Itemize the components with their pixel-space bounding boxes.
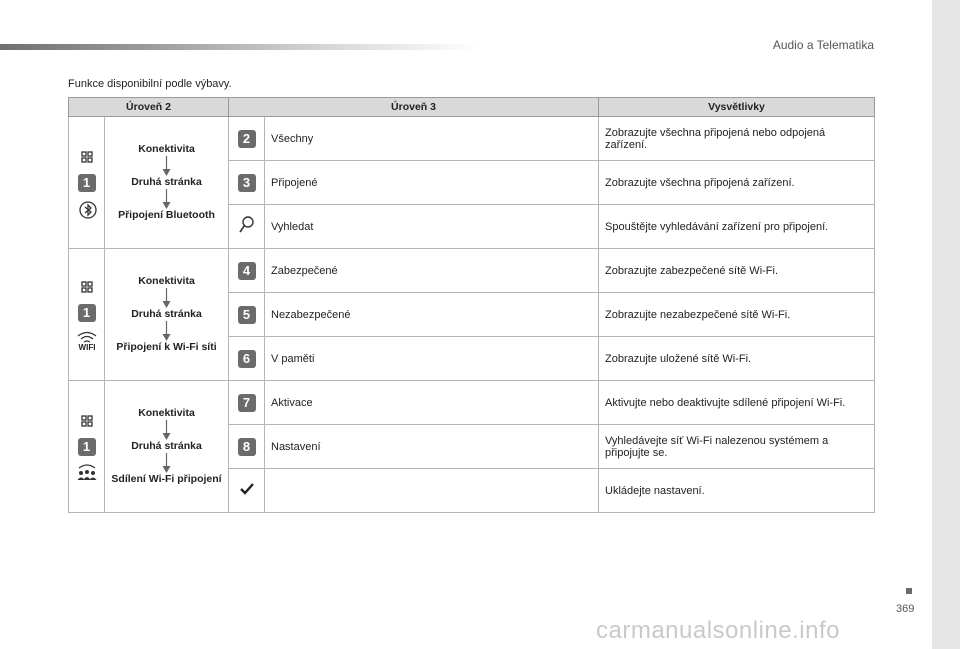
key-badge: 3	[238, 174, 256, 192]
level3-cell: Nastavení	[265, 425, 599, 469]
navigation-path	[105, 381, 229, 513]
group-icons-cell	[69, 249, 105, 381]
arrow-down-icon	[162, 420, 171, 440]
key-cell	[229, 381, 265, 425]
checkmark-icon	[239, 482, 255, 496]
level3-cell: Všechny	[265, 117, 599, 161]
arrow-down-icon	[162, 321, 171, 341]
key-badge: 5	[238, 306, 256, 324]
level3-cell: Vyhledat	[265, 205, 599, 249]
key-badge: 4	[238, 262, 256, 280]
key-cell	[229, 293, 265, 337]
arrow-down-icon	[162, 156, 171, 176]
level3-cell	[265, 469, 599, 513]
navigation-path	[105, 117, 229, 249]
wifi-icon	[75, 330, 99, 352]
key-badge: 6	[238, 350, 256, 368]
description-cell: Zobrazujte všechna připojená nebo odpojená zařízení.	[599, 117, 875, 161]
arrow-down-icon	[162, 189, 171, 209]
watermark: carmanualsonline.info	[596, 617, 840, 644]
level1-badge: 1	[78, 438, 96, 456]
header-explanations: Vysvětlivky	[599, 98, 875, 117]
description-cell: Zobrazujte zabezpečené sítě Wi-Fi.	[599, 249, 875, 293]
key-cell	[229, 205, 265, 249]
description-cell: Aktivujte nebo deaktivujte sdílené připojení Wi-Fi.	[599, 381, 875, 425]
nav-step: Konektivita	[138, 143, 195, 155]
header-level2: Úroveň 2	[69, 98, 229, 117]
description-cell: Zobrazujte všechna připojená zařízení.	[599, 161, 875, 205]
side-strip	[932, 0, 960, 649]
level3-cell: V paměti	[265, 337, 599, 381]
nav-step: Druhá stránka	[131, 440, 202, 452]
nav-step: Sdílení Wi-Fi připojení	[111, 473, 222, 485]
arrow-down-icon	[162, 288, 171, 308]
navigation-path	[105, 249, 229, 381]
description-cell: Zobrazujte nezabezpečené sítě Wi-Fi.	[599, 293, 875, 337]
description-cell: Zobrazujte uložené sítě Wi-Fi.	[599, 337, 875, 381]
key-cell	[229, 469, 265, 513]
nav-step: Připojení Bluetooth	[118, 209, 215, 221]
sharing-users-icon	[75, 464, 99, 482]
header-gradient-bar	[0, 44, 480, 50]
nav-step: Konektivita	[138, 407, 195, 419]
level3-cell: Zabezpečené	[265, 249, 599, 293]
page-number: 369	[896, 603, 915, 615]
bluetooth-icon	[78, 200, 96, 218]
page-marker	[906, 588, 912, 594]
key-cell	[229, 425, 265, 469]
grid-icon	[78, 412, 96, 430]
header-level3: Úroveň 3	[229, 98, 599, 117]
nav-step: Připojení k Wi-Fi síti	[116, 341, 217, 353]
table-row	[69, 249, 875, 293]
level1-badge: 1	[78, 304, 96, 322]
level3-cell: Aktivace	[265, 381, 599, 425]
group-icons-cell	[69, 381, 105, 513]
function-table	[68, 97, 875, 513]
intro-text: Funkce disponibilní podle výbavy.	[68, 78, 232, 90]
search-icon	[238, 215, 256, 235]
key-cell	[229, 161, 265, 205]
description-cell: Ukládejte nastavení.	[599, 469, 875, 513]
nav-step: Druhá stránka	[131, 176, 202, 188]
wifi-label: WIFI	[78, 342, 96, 352]
grid-icon	[78, 148, 96, 166]
key-badge: 8	[238, 438, 256, 456]
key-badge: 7	[238, 394, 256, 412]
level3-cell: Připojené	[265, 161, 599, 205]
arrow-down-icon	[162, 453, 171, 473]
nav-step: Druhá stránka	[131, 308, 202, 320]
table-header-row	[69, 98, 875, 117]
group-icons-cell	[69, 117, 105, 249]
key-badge: 2	[238, 130, 256, 148]
table-row	[69, 381, 875, 425]
level3-cell: Nezabezpečené	[265, 293, 599, 337]
key-cell	[229, 249, 265, 293]
nav-step: Konektivita	[138, 275, 195, 287]
grid-icon	[78, 278, 96, 296]
table-row	[69, 117, 875, 161]
description-cell: Spouštějte vyhledávání zařízení pro připojení.	[599, 205, 875, 249]
description-cell: Vyhledávejte síť Wi-Fi nalezenou systémem a připojujte se.	[599, 425, 875, 469]
key-cell	[229, 337, 265, 381]
section-title: Audio a Telematika	[772, 38, 874, 52]
key-cell	[229, 117, 265, 161]
level1-badge: 1	[78, 174, 96, 192]
